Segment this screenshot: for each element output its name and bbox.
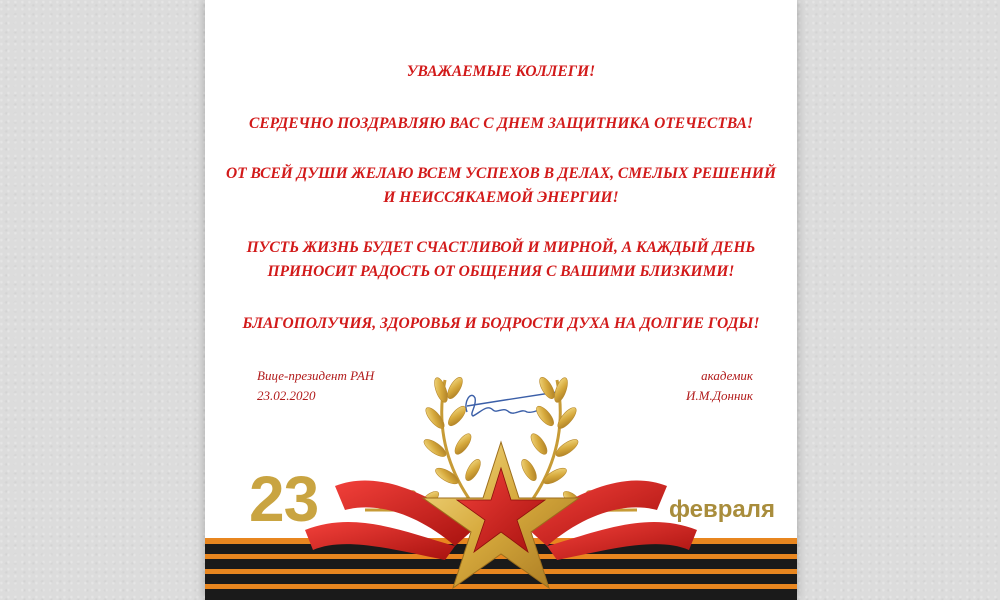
holiday-day-number: 23 (249, 463, 319, 535)
greeting-heading: УВАЖАЕМЫЕ КОЛЛЕГИ! (406, 63, 596, 80)
wish-line-3: ПУСТЬ ЖИЗНЬ БУДЕТ СЧАСТЛИВОЙ И МИРНОЙ, А КАЖДЫЙ ДЕНЬ (246, 239, 756, 256)
holiday-month: февраля (668, 496, 775, 523)
wish-line-1: ОТ ВСЕЙ ДУШИ ЖЕЛАЮ ВСЕМ УСПЕХОВ В ДЕЛАХ, СМЕЛЫХ РЕШЕНИЙ (225, 165, 776, 182)
wish-line-5: БЛАГОПОЛУЧИЯ, ЗДОРОВЬЯ И БОДРОСТИ ДУХА НА ДОЛГИЕ ГОДЫ! (242, 315, 760, 332)
signer-rank: академик (701, 368, 753, 383)
congratulation-line: СЕРДЕЧНО ПОЗДРАВЛЯЮ ВАС С ДНЕМ ЗАЩИТНИКА ОТЕЧЕСТВА! (249, 115, 753, 132)
wish-line-4: ПРИНОСИТ РАДОСТЬ ОТ ОБЩЕНИЯ С ВАШИМИ БЛИЗКИМИ! (267, 263, 735, 280)
greeting-card (205, 0, 797, 600)
letter-date: 23.02.2020 (257, 388, 316, 403)
wish-line-2: И НЕИССЯКАЕМОЙ ЭНЕРГИИ! (383, 189, 619, 206)
signer-name: И.М.Донник (686, 388, 753, 403)
signer-position: Вице-президент РАН (257, 368, 375, 383)
